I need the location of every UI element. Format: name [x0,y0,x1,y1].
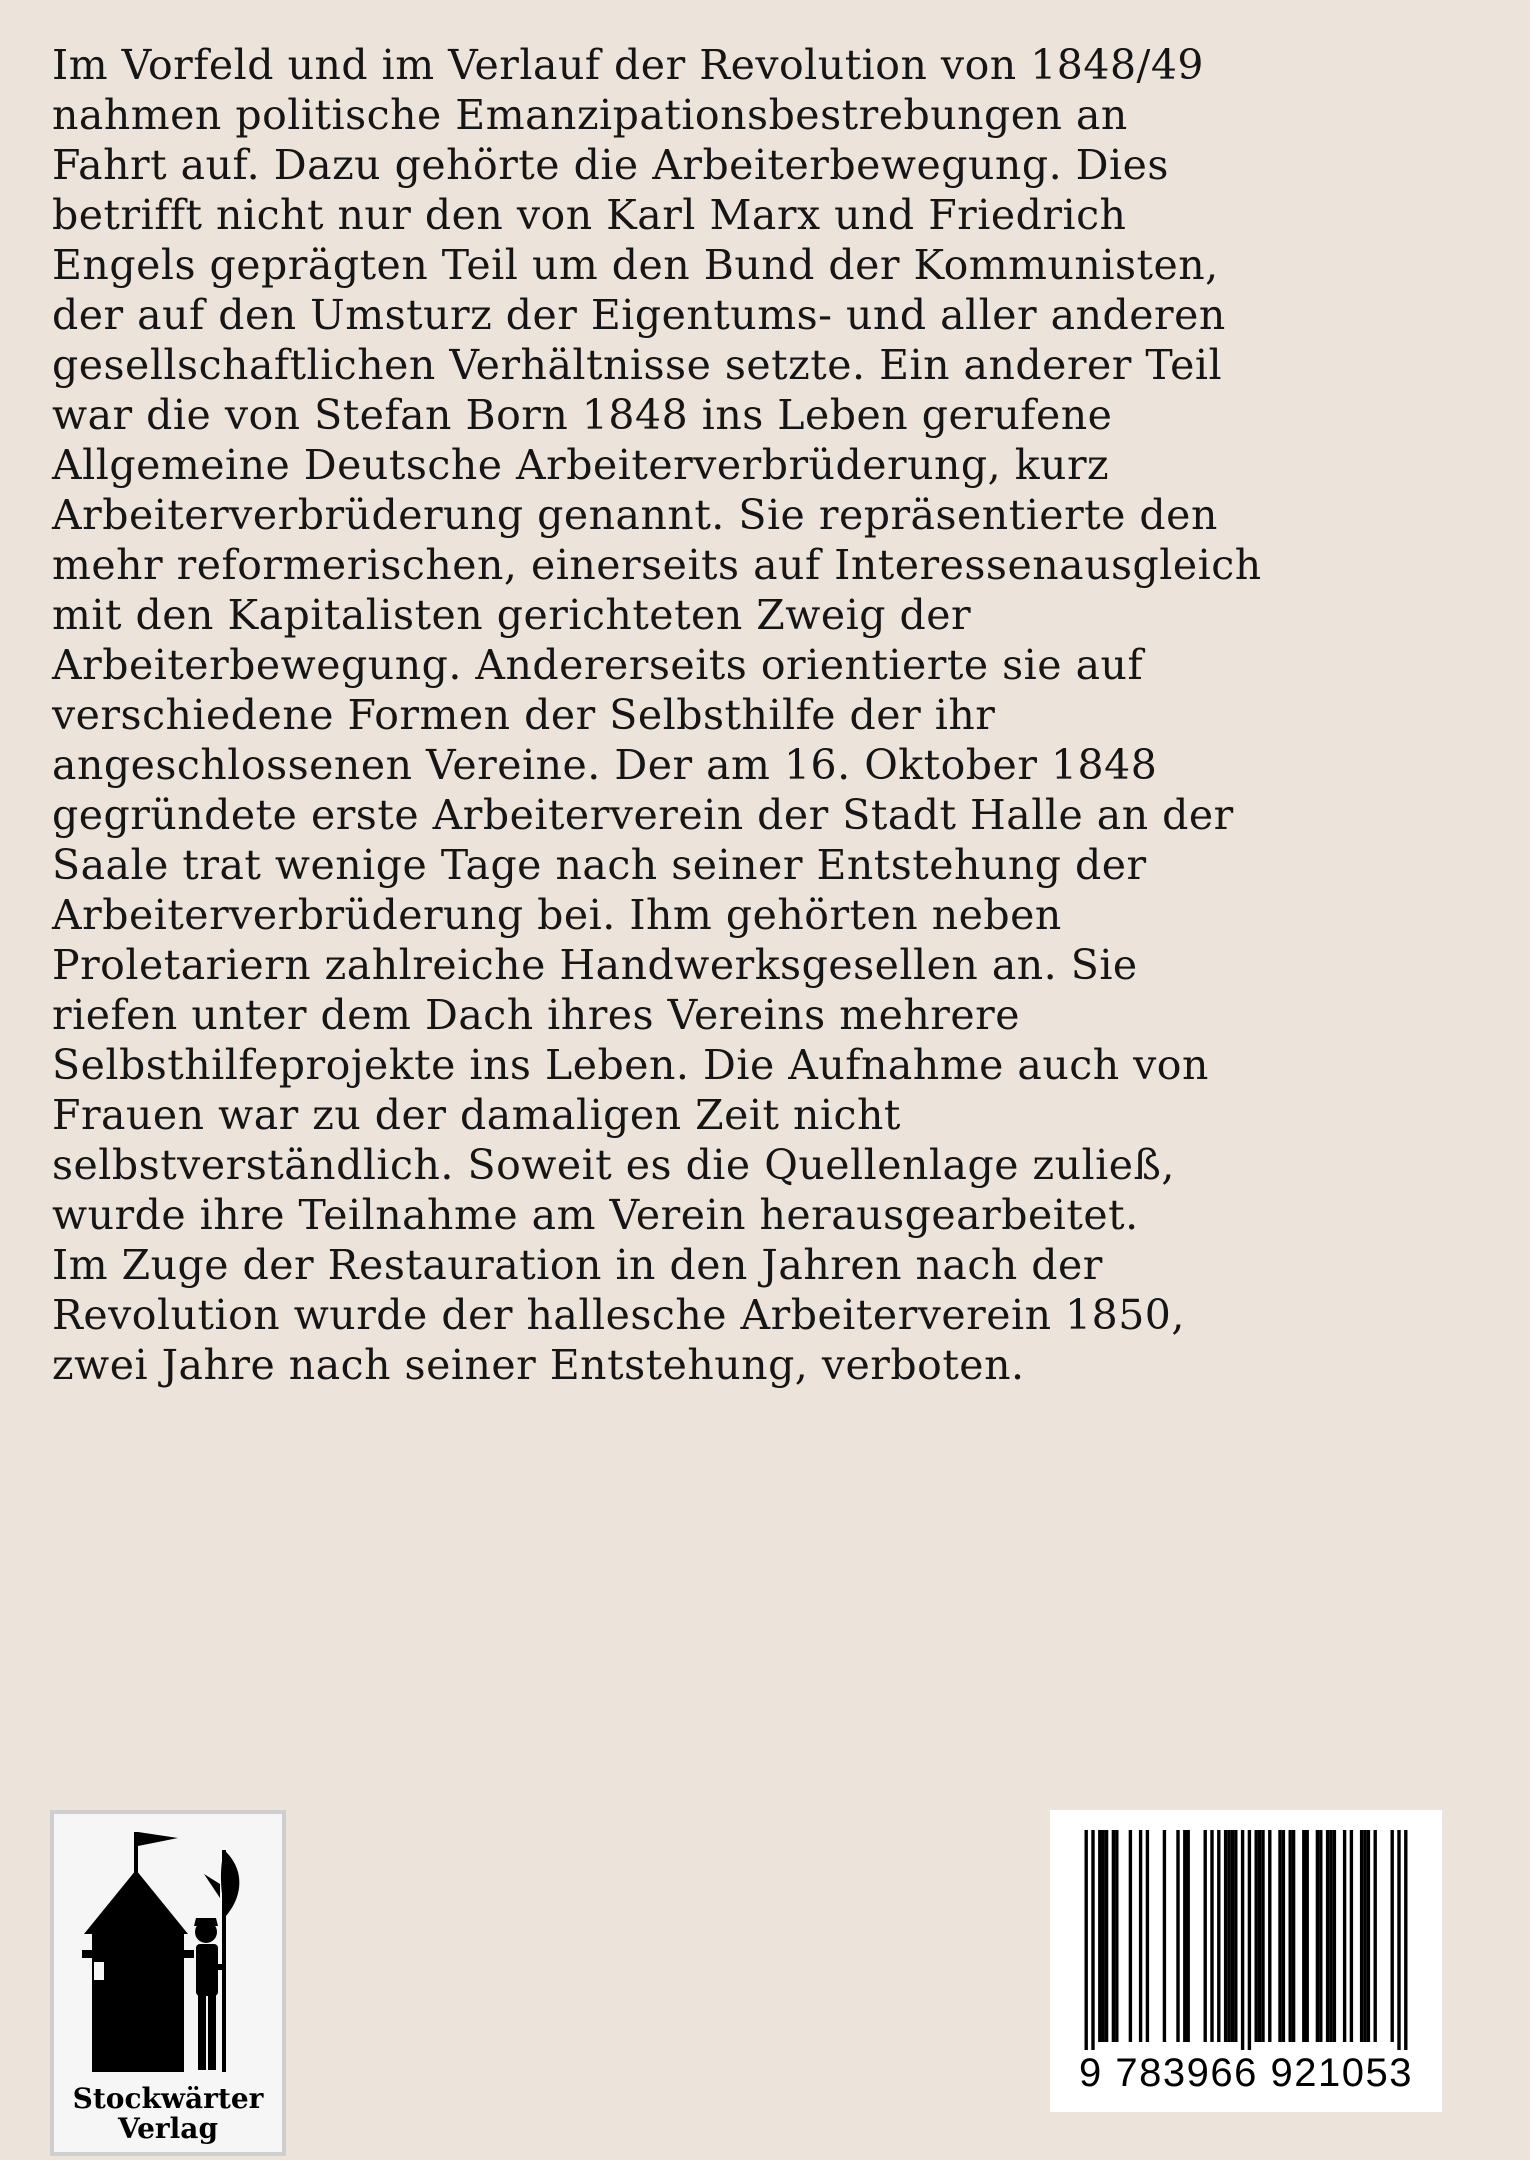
blurb-line: angeschlossenen Vereine. Der am 16. Oktober 1848 [52,741,1158,789]
barcode-bar [1306,1830,1309,2042]
barcode-bar [1282,1830,1285,2042]
blurb-line: riefen unter dem Dach ihres Vereins mehrere [52,991,1020,1039]
blurb-line: Arbeiterverbrüderung genannt. Sie repräsentierte den [52,491,1218,539]
barcode-bar [1115,1830,1118,2042]
barcode-bar [1278,1830,1281,2042]
blurb-line: Arbeiterbewegung. Andererseits orientierte sie auf [52,641,1144,689]
barcode-bar [1268,1830,1271,2042]
isbn-barcode [1050,1810,1442,2112]
barcode-bar [1224,1830,1227,2042]
blurb-line: Engels geprägten Teil um den Bund der Kommunisten, [52,241,1219,289]
barcode-bar [1289,1830,1292,2042]
blurb-line: gegründete erste Arbeiterverein der Stadt Halle an der [52,791,1234,839]
blurb-line: Im Zuge der Restauration in den Jahren nach der [52,1241,1103,1289]
blurb-line: gesellschaftlichen Verhältnisse setzte. Ein anderer Teil [52,341,1223,389]
barcode-bar [1404,1830,1407,2050]
barcode-bar [1333,1830,1336,2042]
barcode-icon [1050,1810,1442,2050]
barcode-bar [1210,1830,1213,2042]
barcode-bar [1326,1830,1329,2042]
barcode-bar [1129,1830,1132,2042]
blurb-line: nahmen politische Emanzipationsbestrebungen an [52,91,1128,139]
barcode-bar [1350,1830,1353,2042]
barcode-bar [1112,1830,1115,2042]
blurb-line: Frauen war zu der damaligen Zeit nicht [52,1091,901,1139]
barcode-bar [1391,1830,1394,2042]
blurb-line: Arbeiterverbrüderung bei. Ihm gehörten neben [52,891,1062,939]
publisher-name-line1: Stockwärter [72,2082,264,2115]
barcode-bar [1163,1830,1166,2042]
blurb-line: Revolution wurde der hallesche Arbeiterverein 1850, [52,1291,1185,1339]
barcode-bar [1302,1830,1305,2042]
barcode-bar [1102,1830,1105,2042]
barcode-bar [1241,1830,1244,2050]
barcode-bar [1204,1830,1207,2042]
publisher-logo [50,1810,286,2156]
blurb-text [52,40,1492,1390]
barcode-bar [1367,1830,1370,2042]
publisher-name-line2: Verlag [117,2112,219,2145]
blurb-line: selbstverständlich. Soweit es die Quellenlage zuließ, [52,1141,1175,1189]
barcode-bar [1258,1830,1261,2042]
blurb-line: betrifft nicht nur den von Karl Marx und Friedrich [52,191,1127,239]
barcode-bar [1363,1830,1366,2042]
barcode-bar [1360,1830,1363,2042]
barcode-bar [1292,1830,1295,2042]
blurb-line: wurde ihre Teilnahme am Verein herausgearbeitet. [52,1191,1139,1239]
barcode-bar [1234,1830,1237,2042]
barcode-bar [1098,1830,1101,2042]
blurb-line: Im Vorfeld und im Verlauf der Revolution von 1848/49 [52,41,1205,89]
blurb-line: war die von Stefan Born 1848 ins Leben gerufene [52,391,1113,439]
barcode-bar [1248,1830,1251,2050]
barcode-bar [1319,1830,1322,2042]
barcode-bar [1085,1830,1088,2050]
blurb-line: Allgemeine Deutsche Arbeiterverbrüderung, kurz [52,441,1110,489]
barcode-bar [1329,1830,1332,2042]
blurb-line: mehr reformerischen, einerseits auf Interessenausgleich [52,541,1262,589]
barcode-bar [1316,1830,1319,2042]
barcode-bar [1397,1830,1400,2050]
barcode-bar [1231,1830,1234,2042]
barcode-bar [1217,1830,1220,2042]
isbn-digits: 9 783966 921053 [1079,2051,1413,2095]
barcode-bar [1176,1830,1179,2042]
barcode-bar [1187,1830,1190,2042]
tower-guard-logo-icon [54,1814,282,2084]
barcode-bar [1146,1830,1149,2042]
barcode-bar [1091,1830,1094,2050]
barcode-bar [1183,1830,1186,2042]
barcode-bar [1261,1830,1264,2042]
blurb-line: verschiedene Formen der Selbsthilfe der ihr [52,691,996,739]
blurb-line: mit den Kapitalisten gerichteten Zweig der [52,591,972,639]
barcode-bar [1255,1830,1258,2042]
barcode-bar [1374,1830,1377,2042]
barcode-bar [1227,1830,1230,2042]
barcode-bar [1139,1830,1142,2042]
barcode-bar [1105,1830,1108,2042]
blurb-line: Fahrt auf. Dazu gehörte die Arbeiterbewegung. Dies [52,141,1169,189]
blurb-line: der auf den Umsturz der Eigentums- und aller anderen [52,291,1226,339]
blurb-line: Saale trat wenige Tage nach seiner Entstehung der [52,841,1147,889]
barcode-bar [1343,1830,1346,2042]
blurb-line: zwei Jahre nach seiner Entstehung, verboten. [52,1341,1025,1389]
blurb-line: Selbsthilfeprojekte ins Leben. Die Aufnahme auch von [52,1041,1209,1089]
blurb-line: Proletariern zahlreiche Handwerksgesellen an. Sie [52,941,1138,989]
